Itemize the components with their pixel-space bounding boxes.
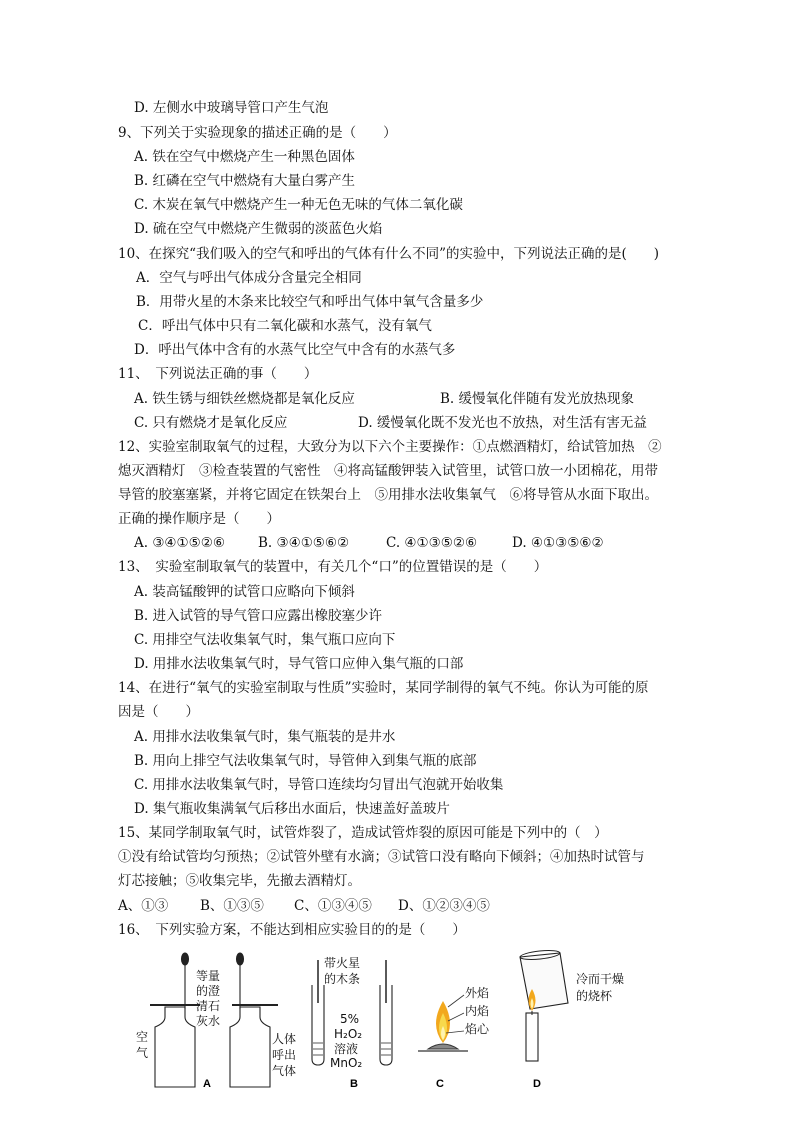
figure-c [418,995,468,1051]
q11-option-d: D. 缓慢氧化既不发光也不放热，对生活有害无益 [358,415,647,431]
q9-option-d: D. 硫在空气中燃烧产生微弱的淡蓝色火焰 [134,221,383,237]
candle [526,1013,538,1061]
exhaled-bottle [230,1007,270,1087]
q14-option-a: A. 用排水法收集氧气时，集气瓶装的是井水 [134,729,396,745]
pointer-outer [448,995,464,1007]
q9-option-a: A. 铁在空气中燃烧产生一种黑色固体 [134,149,355,165]
q14-option-c: C. 用排水法收集氧气时，导管口连续均匀冒出气泡就开始收集 [134,777,504,793]
q12-stem-3: 导管的胶塞塞紧，并将它固定在铁架台上 ⑤用排水法收集氧气 ⑥将导管从水面下取出。 [118,487,658,503]
label-splint-2: 的木条 [324,972,361,986]
q16-figure [0,945,794,1105]
caption-c: C [436,1078,444,1090]
q12-option-c: C. ④①③⑤②⑥ [386,535,478,551]
label-solution-2: H₂O₂ [334,1027,363,1041]
q11-stem: 11、 下列说法正确的事（ ） [118,366,318,382]
pointer-inner [448,1013,464,1021]
q8-option-d: D. 左侧水中玻璃导管口产生气泡 [134,100,329,116]
q14-option-d: D. 集气瓶收集满氧气后移出水面后，快速盖好盖玻片 [134,801,450,817]
q13-option-b: B. 进入试管的导气管口应露出橡胶塞少许 [134,608,383,624]
q15-conditions-2: 灯芯接触；⑤收集完毕，先撤去酒精灯。 [118,873,361,889]
q12-option-d: D. ④①③⑤⑥② [512,535,604,551]
q10-option-c: C．呼出气体中只有二氧化碳和水蒸气，没有氧气 [138,318,432,334]
q14-stem-1: 14、在进行“氧气的实验室制取与性质”实验时，某同学制得的氧气不纯。你认为可能的原 [118,680,649,696]
label-outer-flame: 外焰 [465,986,490,1000]
q16-stem: 16、 下列实验方案，不能达到相应实验目的的是（ ） [118,922,466,938]
q10-option-a: A．空气与呼出气体成分含量完全相同 [136,270,362,286]
dropper-bulb-left [182,953,189,965]
q16-figure-svg [0,945,794,1105]
label-exhaled-1: 人体 [272,1032,297,1046]
q11-option-a: A. 铁生锈与细铁丝燃烧都是氧化反应 [134,391,355,407]
q9-option-b: B. 红磷在空气中燃烧有大量白雾产生 [134,173,356,189]
q14-stem-2: 因是（ ） [118,704,199,720]
beaker [520,953,568,1009]
label-splint-1: 带火星 [324,956,361,970]
label-limewater-3: 清石 [196,999,221,1013]
label-cold-dry: 冷而干燥 [576,972,625,986]
q15-option-b: B、①③⑤ [200,898,264,914]
q10-stem: 10、在探究“我们吸入的空气和呼出的气体有什么不同”的实验中，下列说法正确的是( ) [118,246,660,262]
q10-option-b: B．用带火星的木条来比较空气和呼出气体中氧气含量多少 [136,294,484,310]
q15-stem: 15、某同学制取氧气时，试管炸裂了，造成试管炸裂的原因可能是下列中的（ ） [118,825,608,841]
q15-option-a: A、①③ [118,898,169,914]
q12-option-b: B. ③④①⑤⑥② [258,535,350,551]
q15-option-c: C、①③④⑤ [294,898,372,914]
label-inner-flame: 内焰 [465,1004,490,1018]
q12-stem-2: 熄灭酒精灯 ③检查装置的气密性 ④将高锰酸钾装入试管里，试管口放一小团棉花，用带 [118,463,658,479]
q13-option-a: A. 装高锰酸钾的试管口应略向下倾斜 [134,584,355,600]
label-limewater-2: 的澄 [196,984,221,998]
q14-option-b: B. 用向上排空气法收集氧气时，导管伸入到集气瓶的底部 [134,753,477,769]
lamp-base [428,1044,458,1049]
q10-option-d: D．呼出气体中含有的水蒸气比空气中含有的水蒸气多 [134,342,456,358]
label-beaker: 的烧杯 [576,989,613,1003]
air-bottle [155,1007,195,1087]
label-solution-3: 溶液 [334,1042,359,1056]
caption-a: A [203,1078,211,1090]
label-exhaled-3: 气体 [272,1064,297,1078]
dropper-bulb-right [237,953,244,965]
q13-option-d: D. 用排水法收集氧气时，导气管口应伸入集气瓶的口部 [134,656,464,672]
label-mno2: MnO₂ [330,1056,363,1070]
label-air-2: 气 [136,1046,149,1060]
q12-stem-1: 12、实验室制取氧气的过程，大致分为以下六个主要操作：①点燃酒精灯，给试管加热 ② [118,439,662,455]
label-air-1: 空 [136,1030,149,1044]
q13-option-c: C. 用排空气法收集氧气时，集气瓶口应向下 [134,632,396,648]
label-solution-1: 5% [340,1012,360,1026]
q9-stem: 9、下列关于实验现象的描述正确的是（ ） [118,125,397,141]
q9-option-c: C. 木炭在氧气中燃烧产生一种无色无味的气体二氧化碳 [134,197,463,213]
label-limewater-1: 等量 [196,969,221,983]
q15-option-d: D、①②③④⑤ [398,898,490,914]
caption-d: D [533,1078,541,1090]
label-limewater-4: 灰水 [196,1014,221,1028]
label-flame-core: 焰心 [465,1022,490,1036]
label-exhaled-2: 呼出 [272,1048,297,1062]
caption-b: B [350,1078,358,1090]
q13-stem: 13、 实验室制取氧气的装置中，有关几个“口”的位置错误的是（ ） [118,559,548,575]
q11-option-c: C. 只有燃烧才是氧化反应 [134,415,288,431]
q12-option-a: A. ③④①⑤②⑥ [134,535,225,551]
q12-stem-4: 正确的操作顺序是（ ） [118,511,280,527]
q11-option-b: B. 缓慢氧化伴随有发光放热现象 [440,391,635,407]
q15-conditions-1: ①没有给试管均匀预热；②试管外壁有水滴；③试管口没有略向下倾斜；④加热时试管与 [118,849,645,865]
figure-d [520,949,568,1061]
